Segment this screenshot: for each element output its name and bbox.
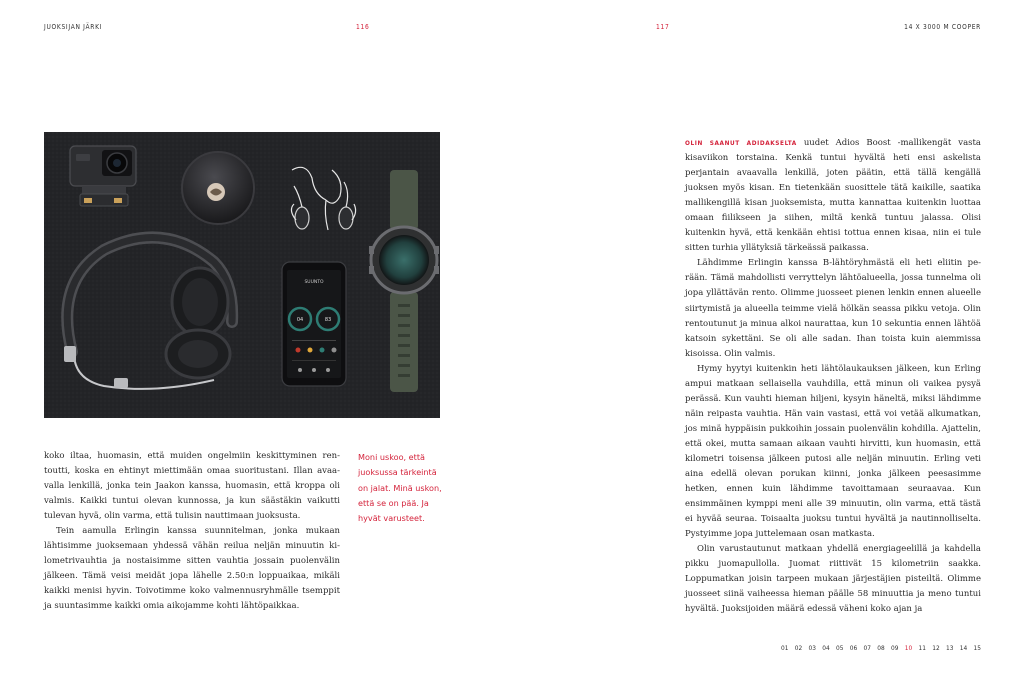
page-nav-item-09[interactable]: 09 — [891, 644, 899, 652]
page-nav-item-01[interactable]: 01 — [781, 644, 789, 652]
right-paragraph-4: Olin varustautunut matkaan yhdellä energiageelillä ja kahdella pikku juomapullolla. Juomat riittivät 15 kilometriin saakka. Loppumatkan joisin tarpeen mukaan järjestäjien pisteiltä. Olimme juosseet siinä vaiheessa hieman päälle 58 minuuttia ja meno tuntui hyvältä. Juoksijoiden määrä edessä väheni koko ajan ja — [685, 544, 981, 615]
page-number-right: 117 — [656, 23, 670, 31]
right-paragraph-1 — [685, 136, 981, 256]
speaker-icon — [182, 152, 254, 224]
page-nav-item-06[interactable]: 06 — [849, 644, 858, 652]
phone-stat-left: 04 — [296, 317, 304, 323]
page-navigation — [781, 644, 981, 652]
gear-photo-svg — [44, 132, 440, 418]
left-paragraph-2: Tein aamulla Erlingin kanssa suunnitelman, jonka mukaan lähtisimme juoksemaan yhdessä vähän reilua neljän minuutin kilometrivauhtia ja nostaisimme sitten vauhtia jossain puolenvälin jälkeen. Tämä veisi meidät jopa lähelle 2.50:n loppuaikaa, mikäli kaikki menisi hyvin. Toivotimme koko valmennusryhmälle tsemppit ja suuntasimme kaikki omia aikojamme kohti lähtöpaikkaa. — [44, 526, 340, 612]
phone-stat-right: 83 — [324, 317, 332, 323]
left-paragraph-1: koko iltaa, huomasin, että muiden ongelmiin keskittyminen rentoutti, koska en ehtinyt miettimään omaa suoritustani. Illan avaavalla lenkillä, jonka tein Jaakon kanssa, huomasin, että kroppa oli valmis. Kaikki tuntui olevan kunnossa, ja kun säästäkin vaikutti tulevan hyvä, olin varma, että tulisin nauttimaan juoksusta. — [44, 451, 340, 522]
page-nav-item-13[interactable]: 13 — [946, 644, 954, 652]
page-nav-item-03[interactable]: 03 — [808, 644, 816, 652]
running-header-right: 14 X 3000 M COOPER — [904, 23, 981, 31]
running-header-left: JUOKSIJAN JÄRKI — [44, 23, 103, 31]
phone-app-title: SUUNTO — [304, 280, 324, 285]
smartphone-icon — [282, 262, 346, 386]
page-nav-item-08[interactable]: 08 — [877, 644, 885, 652]
page-nav-item-14[interactable]: 14 — [959, 644, 968, 652]
page-nav-item-12[interactable]: 12 — [932, 644, 940, 652]
page-nav-item-02[interactable]: 02 — [794, 644, 803, 652]
page-nav-item-11[interactable]: 11 — [918, 644, 926, 652]
right-body-text — [685, 136, 981, 618]
page-nav-item-05[interactable]: 05 — [836, 644, 844, 652]
right-paragraph-3: Hymy hyytyi kuitenkin heti lähtölaukauksen jälkeen, kun Erling ampui matkaan sellaisella vauhdilla, että minun oli vaikea pysyä perässä. Kun vauhti hieman hiljeni, kysyin häneltä, miksi lähdimme näin reipasta vauhtia. Hän vain vastasi, että voi vetää alkumatkan, jos minä hyppäisin pukkoihin jossain puolenvälin kohdilla. Ajattelin, että okei, mutta samaan aikaan vauhti hirvitti, kun huomasin, että kilometri toisensa jälkeen putosi alle neljän minuutin. Erling veti aina edellä olevan porukan kiinni, jonka jälkeen peesasimme hetken, ennen kuin lähdimme tavoittamaan seuraavaa. Kun ensimmäinen kymppi meni alle 39 minuutin, olin varma, että tästä ei hyvää seuraa. Toisaalta juoksu tuntui hyvältä ja nautinnolliselta. Pystyimme jopa juttelemaan osan matkasta. — [685, 363, 981, 540]
page-nav-item-10[interactable]: 10 — [904, 644, 913, 652]
right-paragraph-1-rest: uudet Adios Boost -mallikengät vasta kisaviikon torstaina. Kenkä tuntui hyvältä heti ensi askelista perjantain avaavalla lenkillä, joten päätin, että tällä kengällä juoksen myös kisan. En tietenkään suosittele tätä kaikille, saatika mallikengillä kisan juoksemista, mutta kannattaa kuitenkin luottaa omaan fiilikseen ja siihen, miltä kenkä tuntuu jalassa. Olisi kuitenkin hyvä, että kenkään ehtisi tottua ennen kisaa, niin ei tule sitten turhia yllätyksiä tärkeässä paikassa. — [685, 138, 981, 254]
page-nav-item-04[interactable]: 04 — [822, 644, 830, 652]
action-camera-icon — [70, 146, 136, 206]
left-body-text — [44, 449, 340, 615]
page-nav-item-15[interactable]: 15 — [973, 644, 981, 652]
gear-photo — [44, 132, 440, 418]
right-paragraph-2: Lähdimme Erlingin kanssa B-lähtöryhmästä eli heti eliitin perään. Tämä mahdollisti verryttelyn lähtöalueella, jossa tunnelma oli jopa yllättävän rento. Olimme juosseet pienen lenkin ennen alueelle siirtymistä ja alueella teimme vielä hölkän seassa pikku vetoja. Olin rentoutunut ja minua alkoi naurattaa, kun 10 sekuntia ennen lähtöä katsoin sykettäni. Se oli alle sadan. Ihan toista kuin aiemmissa kisoissa. Olin valmis. — [685, 258, 981, 359]
lead-in: OLIN SAANUT ADIDAKSELTA — [685, 139, 797, 147]
pull-quote: Moni uskoo, että juoksussa tärkeintä on jalat. Minä uskon, että se on pää. Ja hyvät varusteet. — [358, 452, 442, 524]
page-number-left: 116 — [356, 23, 370, 31]
page-nav-item-07[interactable]: 07 — [863, 644, 871, 652]
